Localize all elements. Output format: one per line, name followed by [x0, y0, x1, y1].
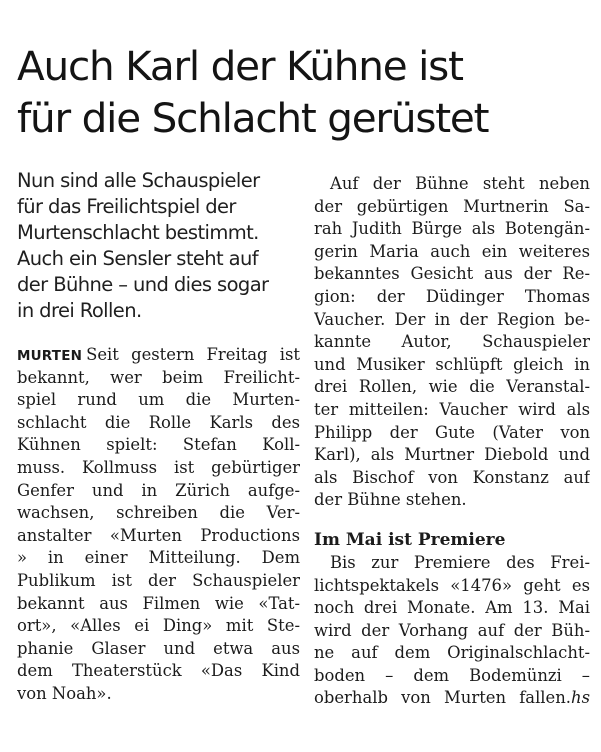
body-line: Genfer und in Zürich aufge- [17, 480, 300, 500]
body-line: ter mitteilen: Vaucher wird als [314, 399, 590, 419]
body-line: Vaucher. Der in der Region be- [314, 309, 590, 329]
body-line: Philipp der Gute (Vater von [314, 422, 590, 442]
body-line: dem Theaterstück «Das Kind [17, 661, 300, 681]
body-line: boden – dem Bodemünzi – [314, 665, 590, 685]
lead-line: für das Freilichtspiel der [17, 195, 236, 218]
body-line: Auf der Bühne steht neben [330, 174, 590, 193]
body-line: phanie Glaser und etwa aus [17, 638, 300, 658]
body-line: der Bühne stehen. [314, 490, 467, 510]
body-line: » in einer Mitteilung. Dem [17, 548, 300, 568]
body-paragraph-3 [314, 552, 590, 710]
body-line: Bis zur Premiere des Frei- [330, 552, 590, 572]
body-paragraph-2 [314, 173, 590, 512]
body-line: spiel rund um die Murten- [17, 390, 300, 410]
body-line: der gebürtigen Murtnerin Sa- [314, 196, 590, 216]
body-line: ne auf dem Originalschlacht- [314, 643, 590, 663]
lead-paragraph [17, 166, 300, 324]
body-line: rah Judith Bürge als Botengän- [314, 219, 590, 239]
body-line: und Musiker schlüpft gleich in [314, 354, 590, 374]
body-line: Karl), als Murtner Diebold und [314, 445, 590, 465]
body-line: als Bischof von Konstanz auf [314, 467, 590, 487]
body-line: noch drei Monate. Am 13. Mai [314, 598, 590, 618]
body-line-text: oberhalb von Murten fallen. [314, 688, 572, 708]
body-line: anstalter «Murten Productions [17, 525, 300, 545]
dateline: MURTEN [17, 348, 83, 364]
body-line-text: Seit gestern Freitag ist [86, 345, 300, 364]
body-line: bekannt aus Filmen wie «Tat- [17, 593, 300, 613]
body-line: Kühnen spielt: Stefan Koll- [17, 435, 300, 455]
body-line: Publikum ist der Schauspieler [17, 570, 300, 590]
body-line: schlacht die Rolle Karls des [17, 412, 300, 432]
body-paragraph-1 [17, 344, 300, 706]
lead-line: Murtenschlacht bestimmt. [17, 221, 259, 244]
body-line: lichtspektakels «1476» geht es [314, 575, 590, 595]
body-line: gerin Maria auch ein weiteres [314, 241, 590, 261]
body-line: drei Rollen, wie die Veranstal- [314, 377, 590, 397]
headline-line: Auch Karl der Kühne ist [17, 42, 463, 90]
lead-line: Auch ein Sensler steht auf [17, 247, 259, 270]
author-initials: hs [571, 688, 590, 708]
subheading: Im Mai ist Premiere [314, 529, 506, 550]
body-line: bekanntes Gesicht aus der Re- [314, 264, 590, 284]
body-line: kannte Autor, Schauspieler [314, 332, 590, 352]
right-column [314, 173, 590, 710]
lead-line: in drei Rollen. [17, 299, 142, 322]
body-line: muss. Kollmuss ist gebürtiger [17, 457, 300, 477]
headline [17, 40, 592, 144]
body-line [17, 344, 300, 367]
lead-line: der Bühne – und dies sogar [17, 273, 269, 296]
lead-line: Nun sind alle Schauspieler [17, 169, 260, 192]
left-column [17, 166, 300, 706]
body-line: von Noah». [17, 683, 112, 703]
headline-line: für die Schlacht gerüstet [17, 94, 489, 142]
body-line: wird der Vorhang auf der Büh- [314, 620, 590, 640]
body-line: ort», «Alles ei Ding» mit Ste- [17, 616, 300, 636]
body-line [314, 687, 590, 710]
body-line: bekannt, wer beim Freilicht- [17, 367, 300, 387]
body-line: gion: der Düdinger Thomas [314, 286, 590, 306]
body-line: wachsen, schreiben die Ver- [17, 503, 300, 523]
